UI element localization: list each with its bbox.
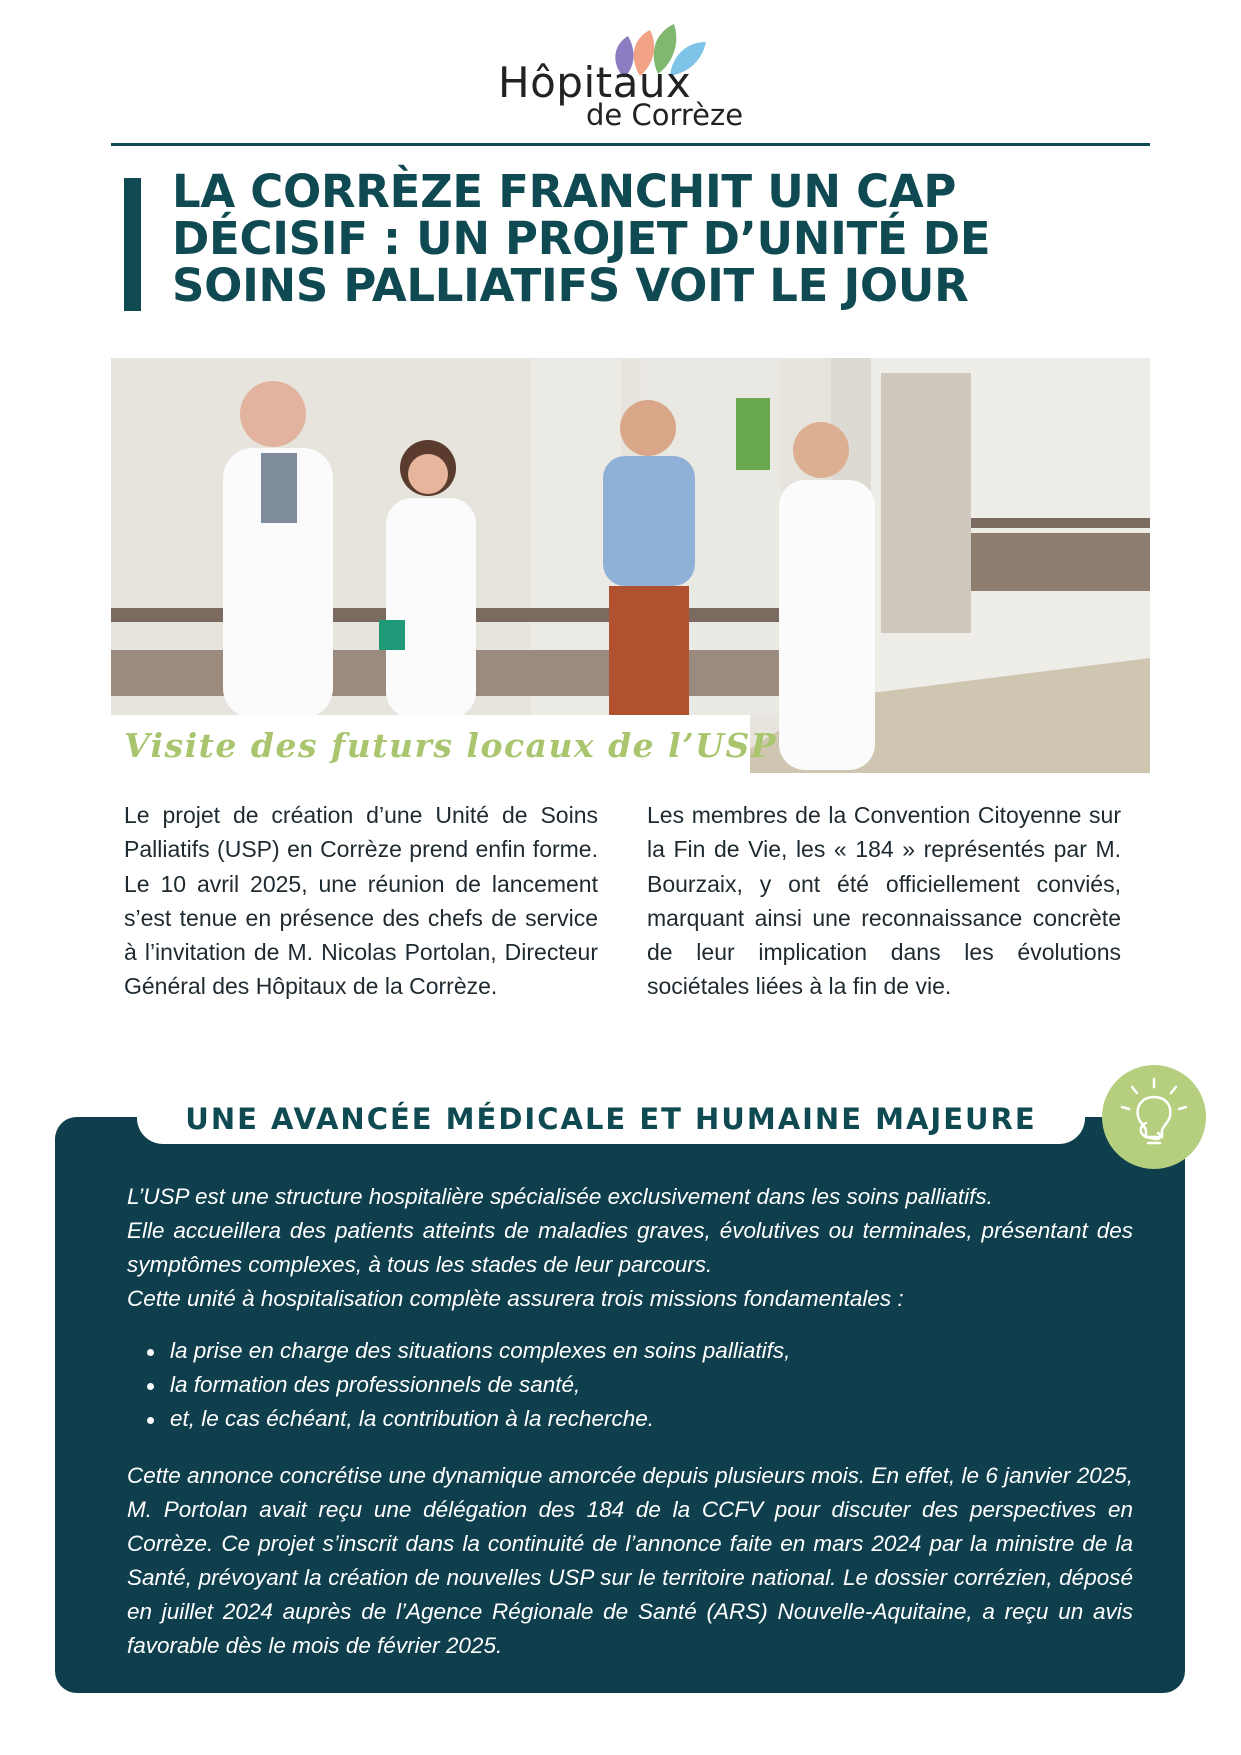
header-divider <box>111 143 1150 146</box>
lightbulb-idea-icon <box>1102 1065 1206 1169</box>
photo-caption: Visite des futurs locaux de l’USP <box>124 726 778 765</box>
logo-text-sub: de Corrèze <box>586 98 744 132</box>
logo <box>490 22 750 132</box>
logo-text-main: Hôpitaux <box>498 58 692 107</box>
intro-line-1: L’USP est une structure hospitalière spécialisée exclusivement dans les soins palliatifs. <box>127 1184 993 1209</box>
list-item: et, le cas échéant, la contribution à la recherche. <box>127 1402 1133 1436</box>
intro-line-2: Elle accueillera des patients atteints de maladies graves, évolutives ou terminales, présentant des symptômes complexes, à tous les stades de leur parcours. <box>127 1218 1133 1277</box>
section-conclusion: Cette annonce concrétise une dynamique amorcée depuis plusieurs mois. En effet, le 6 janvier 2025, M. Portolan avait reçu une délégation des 184 de la CCFV pour discuter des perspectives en Corrèze. Ce projet s’inscrit dans la continuité de l’annonce faite en mars 2024 par la ministre de la Santé, prévoyant la création de nouvelles USP sur le territoire national. Le dossier corrézien, déposé en juillet 2024 auprès de l’Agence Régionale de Santé (ARS) Nouvelle-Aquitaine, a reçu un avis favorable dès le mois de février 2025. <box>127 1463 1133 1658</box>
intro-line-3: Cette unité à hospitalisation complète assurera trois missions fondamentales : <box>127 1286 904 1311</box>
page-title: LA CORRÈZE FRANCHIT UN CAP DÉCISIF : UN PROJET D’UNITÉ DE SOINS PALLIATIFS VOIT LE JOUR <box>172 165 991 312</box>
photo-visit <box>111 358 1150 773</box>
list-item: la prise en charge des situations complexes en soins palliatifs, <box>127 1334 1133 1368</box>
list-item: la formation des professionnels de santé, <box>127 1368 1133 1402</box>
section-title-pill <box>137 1094 1085 1144</box>
section-title: UNE AVANCÉE MÉDICALE ET HUMAINE MAJEURE <box>185 1102 1037 1136</box>
intro-paragraph-left: Le projet de création d’une Unité de Soins Palliatifs (USP) en Corrèze prend enfin forme. Le 10 avril 2025, une réunion de lancement s’est tenue en présence des chefs de service à l’invitation de M. Nicolas Portolan, Directeur Général des Hôpitaux de la Corrèze. <box>124 802 598 1000</box>
title-accent-bar <box>124 178 141 311</box>
missions-list <box>127 1334 1133 1436</box>
section-intro <box>127 1180 1133 1316</box>
intro-paragraph-right: Les membres de la Convention Citoyenne sur la Fin de Vie, les « 184 » représentés par M. Bourzaix, y ont été officiellement conviés, marquant ainsi une reconnaissance concrète de leur implication dans les évolutions sociétales liées à la fin de vie. <box>647 802 1121 1000</box>
